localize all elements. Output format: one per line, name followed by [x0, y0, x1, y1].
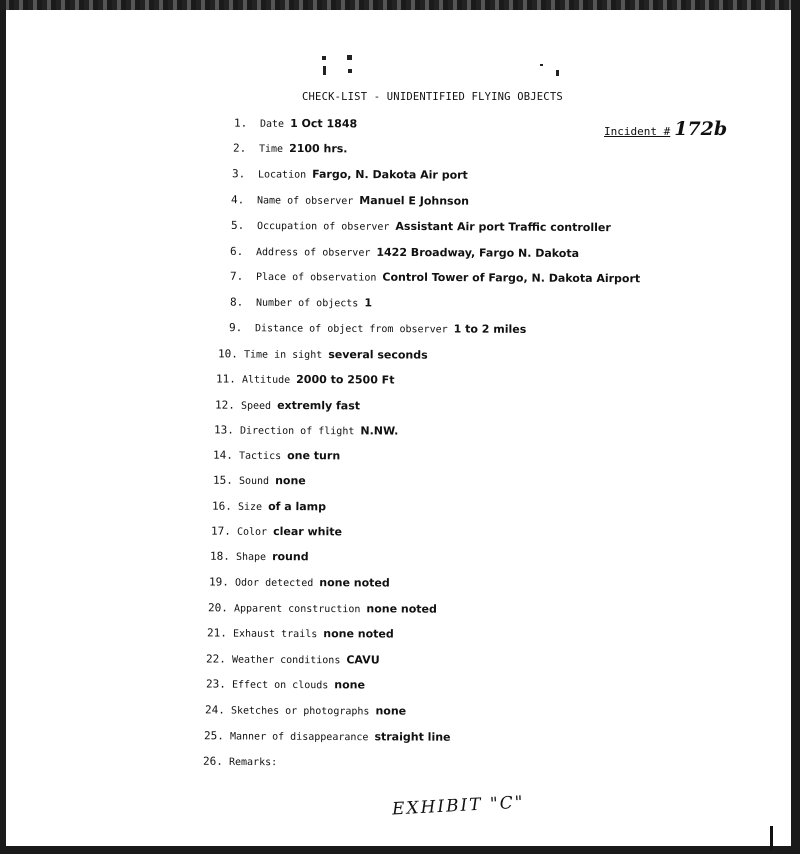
checklist-item — [203, 752, 283, 768]
item-value: several seconds — [328, 348, 428, 362]
item-value: straight line — [374, 730, 451, 744]
checklist-item — [210, 547, 309, 564]
scan-speck — [556, 70, 559, 76]
item-label: Address of observer — [255, 247, 371, 259]
item-label: Altitude — [241, 374, 291, 386]
checklist-item — [231, 216, 611, 234]
item-value: Manuel E Johnson — [359, 194, 470, 208]
checklist-item — [206, 675, 365, 692]
checklist-item — [234, 114, 357, 131]
item-label: Speed — [240, 400, 272, 412]
scan-speck — [322, 56, 326, 60]
item-value: 2100 hrs. — [289, 141, 348, 156]
item-label: Weather conditions — [231, 654, 341, 667]
incident-number — [604, 118, 727, 140]
checklist-item — [212, 497, 326, 514]
item-number: 19. — [208, 575, 229, 589]
item-number: 16. — [211, 499, 232, 513]
incident-number-handwritten: 172b — [674, 118, 728, 140]
item-label: Location — [257, 169, 307, 181]
item-number: 26. — [202, 754, 223, 768]
item-label: Occupation of observer — [256, 220, 390, 233]
scan-edge-left — [0, 0, 6, 854]
item-label: Shape — [235, 551, 267, 564]
item-number: 4. — [230, 193, 245, 207]
item-number: 6. — [229, 244, 244, 259]
item-label: Odor detected — [234, 577, 314, 590]
checklist-item — [216, 369, 395, 386]
scan-speck — [347, 55, 352, 60]
item-value: CAVU — [346, 653, 380, 667]
item-label: Direction of flight — [239, 425, 355, 438]
item-number: 8. — [229, 295, 244, 309]
item-number: 11. — [215, 372, 236, 386]
item-number: 17. — [210, 524, 231, 538]
item-number: 5. — [230, 218, 245, 232]
item-label: Time in sight — [243, 349, 323, 361]
checklist-item — [209, 572, 390, 589]
item-number: 18. — [209, 549, 230, 563]
checklist-item — [230, 242, 579, 260]
checklist-item — [206, 649, 380, 666]
checklist-item — [218, 344, 428, 361]
item-number: 23. — [205, 677, 226, 691]
item-number: 24. — [204, 703, 225, 717]
checklist-item — [233, 139, 348, 156]
item-number: 25. — [203, 729, 224, 743]
item-number: 15. — [212, 473, 233, 487]
item-value: Fargo, N. Dakota Air port — [312, 167, 468, 182]
item-value: one turn — [287, 449, 341, 463]
item-value: none noted — [366, 602, 437, 616]
scan-speck — [540, 64, 543, 66]
item-label: Number of objects — [255, 297, 359, 310]
item-number: 22. — [205, 652, 226, 666]
item-number: 10. — [217, 347, 238, 361]
item-number: 13. — [213, 423, 234, 437]
checklist-item — [207, 623, 394, 640]
item-number: 2. — [232, 141, 247, 155]
checklist-item — [229, 318, 526, 336]
item-value: none — [375, 704, 407, 718]
item-value: 2000 to 2500 Ft — [296, 372, 395, 387]
scan-speck — [323, 66, 326, 75]
item-value: round — [272, 550, 309, 564]
item-label: Date — [259, 118, 285, 130]
checklist-item — [231, 190, 469, 207]
item-value: extremly fast — [277, 398, 361, 413]
item-number: 12. — [214, 398, 235, 412]
item-value: of a lamp — [268, 499, 327, 514]
scan-edge-bottom — [0, 846, 800, 854]
checklist-item — [213, 446, 340, 463]
checklist-item — [205, 700, 406, 717]
item-label: Exhaust trails — [232, 628, 318, 641]
item-value: Assistant Air port Traffic controller — [395, 219, 611, 235]
item-value: clear white — [273, 524, 343, 539]
checklist-item — [215, 396, 360, 413]
item-value: 1 to 2 miles — [453, 322, 527, 336]
item-value: 1 Oct 1848 — [290, 116, 358, 131]
margin-pen-mark — [770, 826, 773, 850]
item-label: Apparent construction — [233, 603, 361, 616]
scan-speck — [348, 69, 352, 73]
checklist-item — [211, 522, 342, 539]
item-value: 1 — [364, 296, 373, 310]
item-label: Name of observer — [256, 195, 354, 208]
incident-label: Incident # — [604, 125, 671, 138]
item-value: none noted — [319, 576, 390, 590]
checklist-item — [230, 293, 372, 310]
exhibit-annotation: EXHIBIT "C" — [391, 792, 526, 820]
item-number: 3. — [231, 167, 246, 181]
item-label: Color — [236, 526, 268, 538]
checklist-item — [213, 471, 306, 488]
checklist-item — [230, 267, 640, 286]
checklist-item — [204, 726, 451, 744]
item-label: Manner of disappearance — [229, 731, 369, 744]
item-label: Sketches or photographs — [230, 705, 370, 718]
checklist-item — [208, 598, 437, 615]
document-title: CHECK-LIST - UNIDENTIFIED FLYING OBJECTS — [302, 91, 563, 103]
item-number: 1. — [233, 116, 248, 130]
item-label: Sound — [238, 475, 270, 488]
item-value: none — [334, 678, 366, 692]
item-number: 14. — [212, 448, 233, 462]
checklist-item — [232, 164, 468, 181]
item-label: Effect on clouds — [231, 679, 329, 692]
item-number: 20. — [207, 601, 228, 615]
item-label: Remarks: — [228, 756, 278, 769]
scan-edge-top — [0, 0, 800, 10]
item-value: Control Tower of Fargo, N. Dakota Airport — [382, 270, 641, 286]
item-value: none noted — [323, 627, 394, 641]
item-label: Tactics — [238, 450, 282, 463]
item-number: 21. — [206, 626, 227, 640]
item-label: Distance of object from observer — [254, 323, 448, 336]
scan-edge-right — [791, 0, 800, 854]
item-number: 9. — [228, 321, 243, 335]
item-value: none — [275, 474, 306, 488]
item-label: Time — [258, 143, 284, 155]
item-value: 1422 Broadway, Fargo N. Dakota — [376, 245, 580, 261]
item-label: Size — [237, 501, 263, 513]
checklist-item — [214, 420, 399, 437]
item-number: 7. — [229, 269, 244, 283]
item-label: Place of observation — [255, 271, 377, 284]
item-value: N.NW. — [360, 424, 399, 438]
